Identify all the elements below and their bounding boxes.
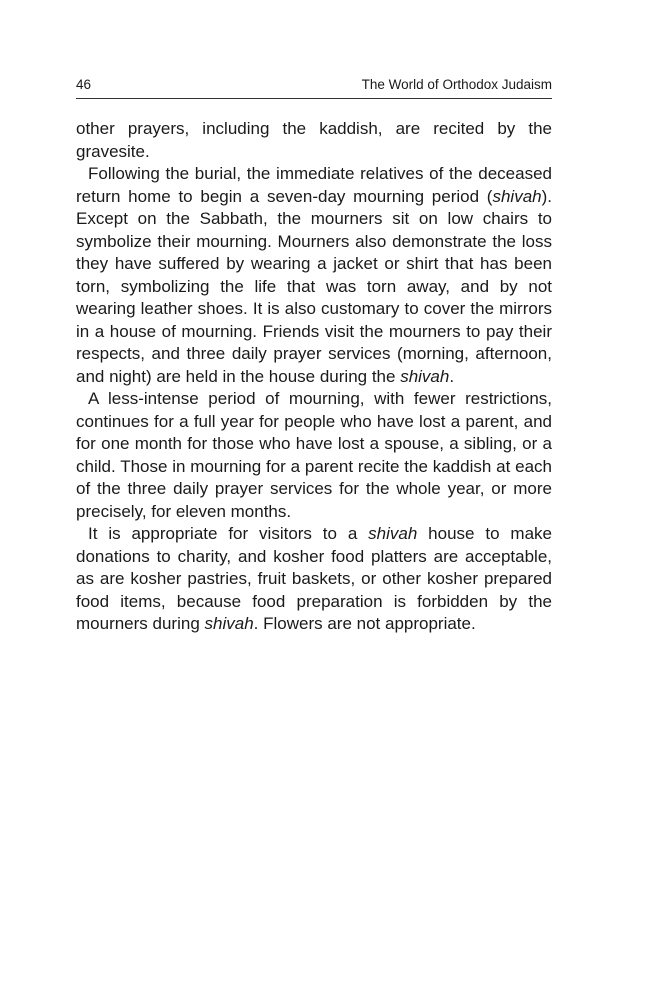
italic-term: shivah	[400, 366, 450, 386]
text-run: other prayers, including the kaddish, are recited by the gravesite.	[76, 119, 552, 161]
paragraph-continuation	[76, 118, 552, 163]
text-run: house to make donations to charity, and kosher food platters are acceptable, as are kosher pastries, fruit baskets, or other kosher prepared food items, because food preparation is forbidden by the mourners during	[76, 524, 552, 633]
paragraph-mourning-period	[76, 388, 552, 523]
text-run: It is appropriate for visitors to a	[88, 524, 369, 543]
italic-term: shivah	[204, 614, 254, 633]
text-run: A less-intense period of mourning, with fewer restrictions, continues for a full year for people who have lost a parent, and for one month for those who have lost a spouse, a sibling, or a child. Those in mourning for a parent recite the kaddish at each of the three daily prayer services for the whole year, or more precisely, for eleven months.	[76, 389, 552, 521]
body-text	[76, 118, 552, 636]
paragraph-burial-mourning	[76, 163, 552, 388]
paragraph-visitors	[76, 523, 552, 636]
page-number: 46	[76, 77, 92, 92]
text-run: Following the burial, the immediate relatives of the deceased return home to begin a seven-day mourning period (	[76, 164, 552, 206]
text-run: ). Except on the Sabbath, the mourners sit on low chairs to symbolize their mourning. Mourners also demonstrate the loss they have suffered by wearing a jacket or shirt that has been torn, symbolizing the life that was torn away, and by not wearing leather shoes. It is also customary to cover the mirrors in a house of mourning. Friends visit the mourners to pay their respects, and three daily prayer services (morning, afternoon, and night) are held in the house during the	[76, 186, 552, 386]
running-head-title: The World of Orthodox Judaism	[361, 77, 552, 92]
book-page	[76, 76, 552, 636]
running-head	[76, 76, 552, 94]
text-run: .	[449, 366, 455, 386]
header-rule	[76, 98, 552, 99]
text-run: . Flowers are not appropriate.	[253, 614, 476, 633]
italic-term: shivah	[492, 186, 542, 206]
italic-term: shivah	[368, 524, 418, 543]
